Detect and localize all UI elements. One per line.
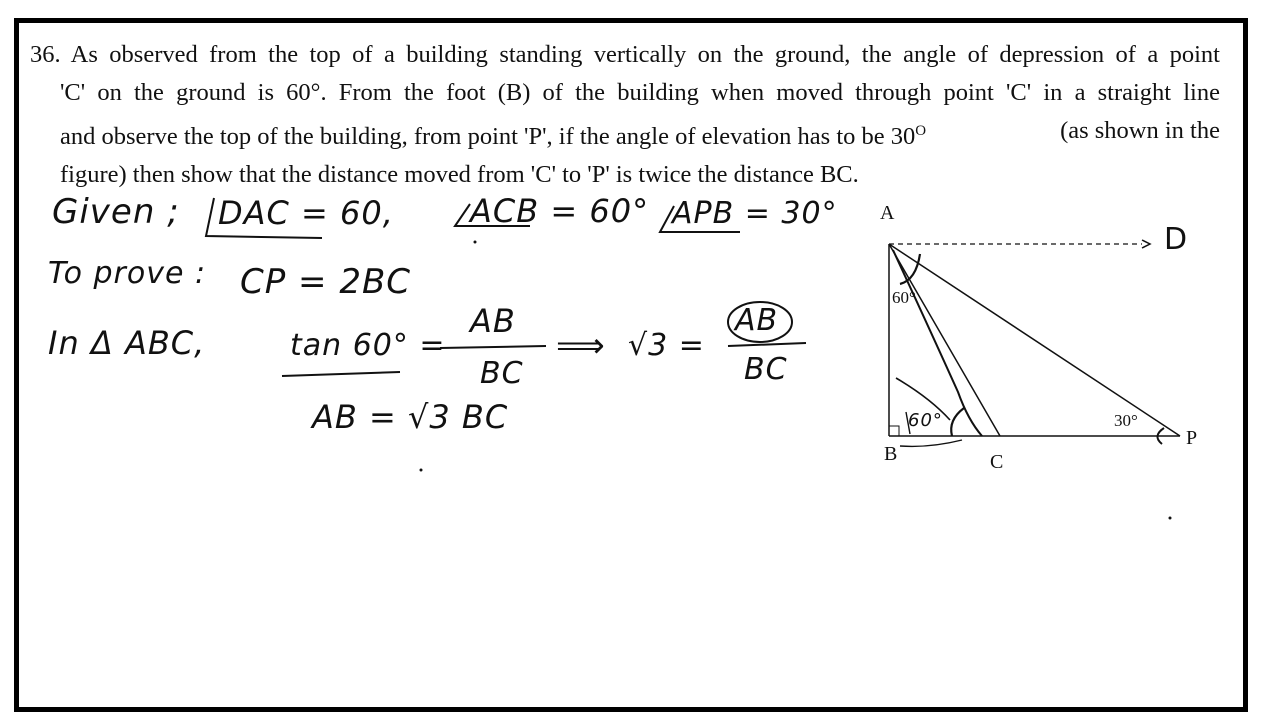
figure-label-p: P (1186, 427, 1198, 449)
hand-given-label: Given ; (52, 192, 180, 232)
hand-fraction2-denominator: BC (744, 352, 788, 387)
line-ap (889, 244, 1180, 436)
arrow-d (1142, 240, 1150, 248)
stroke-under-b (900, 440, 962, 446)
hand-tan-expression: tan 60° = (290, 328, 446, 363)
figure-label-a: A (880, 202, 895, 224)
question-line-2: 'C' on the ground is 60°. From the foot (B) of the building when moved through point 'C' in a straight line (60, 79, 1220, 106)
figure-label-c: C (990, 451, 1004, 473)
hand-given-angle-dac: DAC = 60, (218, 194, 394, 232)
hand-fraction1-numerator: AB (470, 302, 516, 340)
hand-given-angle-apb: APB = 30° (672, 196, 838, 231)
figure-angle-c: 60° (908, 410, 943, 431)
figure-label-d: D (1164, 222, 1189, 257)
question-line-3-main: and observe the top of the building, from point 'P', if the angle of elevation has to be 30 (60, 123, 916, 151)
hand-fraction1-denominator: BC (480, 356, 524, 391)
question-line-1: 36. As observed from the top of a building standing vertically on the ground, the angle of depression of a point (30, 41, 1220, 68)
question-line-4: figure) then show that the distance moved from 'C' to 'P' is twice the distance BC. (60, 161, 859, 189)
question-line-3-tail: (as shown in the (1060, 117, 1220, 144)
hand-fraction2-numerator: AB (735, 303, 779, 338)
hand-sqrt3: √3 = (628, 328, 705, 363)
hand-result: AB = √3 BC (312, 398, 509, 436)
figure-angle-top: 60° (892, 288, 916, 307)
hand-to-prove-label: To prove : (48, 256, 207, 291)
line-ac (889, 244, 1000, 436)
angle-arc-c (951, 408, 964, 436)
hand-to-prove-statement: CP = 2BC (240, 262, 412, 302)
figure-label-b: B (884, 443, 898, 465)
hand-in-triangle: In Δ ABC, (48, 324, 206, 362)
degree-superscript: O (915, 123, 927, 139)
right-angle-b (889, 426, 899, 436)
hand-given-angle-acb: ACB = 60° (470, 192, 650, 230)
figure-angle-p: 30° (1114, 411, 1138, 430)
hand-implies: ⟹ (556, 326, 606, 366)
